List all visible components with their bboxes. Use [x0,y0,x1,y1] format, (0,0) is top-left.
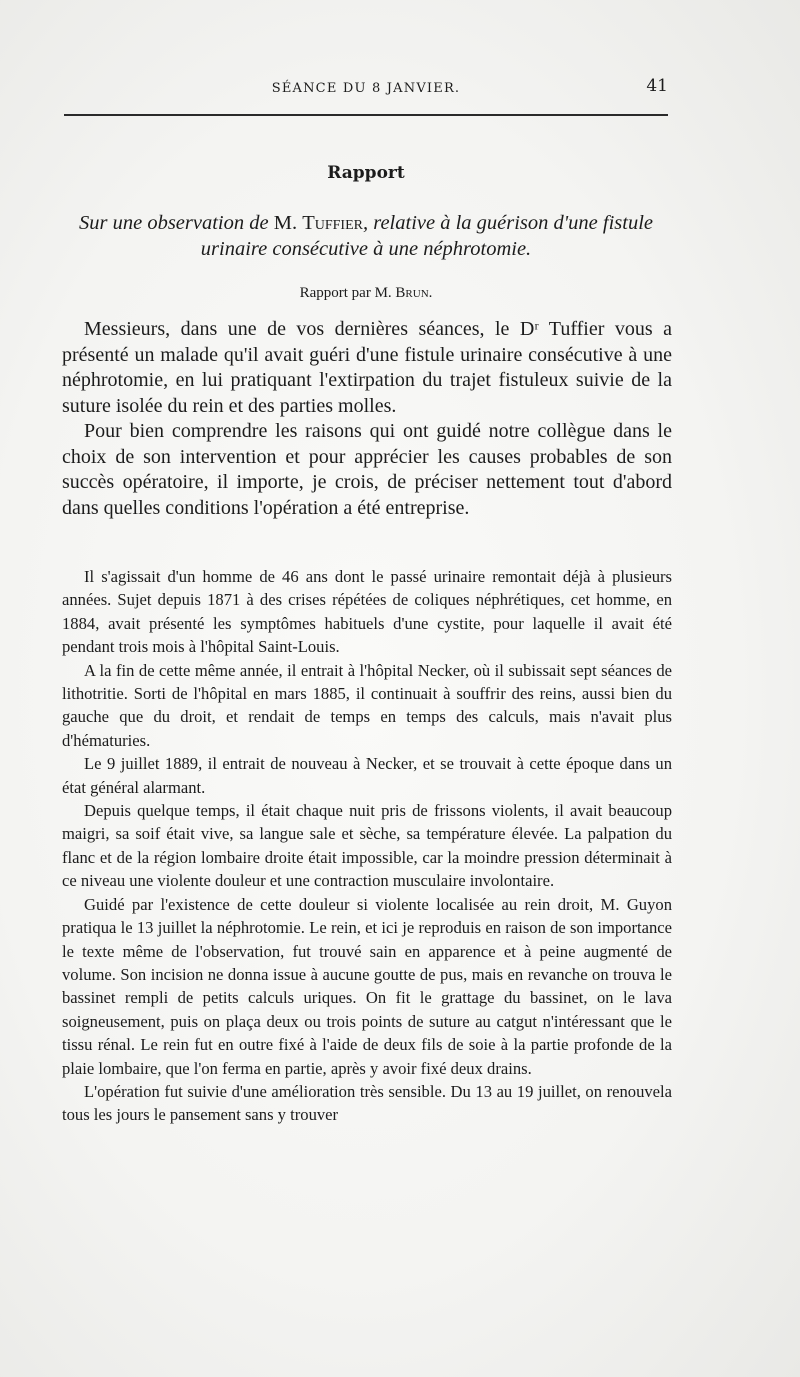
running-head [62,76,670,104]
paragraph: Pour bien comprendre les raisons qui ont guidé notre collègue dans le choix de son intervention et pour apprécier les causes probables de son succès opératoire, il importe, je crois, de préciser nettement tout d'abord dans quelles conditions l'opération a été entreprise. [62,420,672,519]
intro-text [62,317,672,521]
byline-prefix: Rapport par M. [299,285,396,301]
observation-text [62,565,672,1127]
byline-suffix: . [428,285,433,301]
byline-author: Brun [395,285,429,301]
paragraph: Le 9 juillet 1889, il entrait de nouveau à Necker, et se trouvait à cette époque dans un état général alarmant. [62,754,672,797]
header-rule [64,114,668,116]
paragraph: Messieurs, dans une de vos dernières séances, le Dʳ Tuffier vous a présenté un malade qu'il avait guéri d'une fistule urinaire consécutive à une néphrotomie, en lui pratiquant l'extirpation du trajet fistuleux suivie de la suture isolée du rein et des parties molles. [62,318,672,417]
paragraph: Guidé par l'existence de cette douleur si violente localisée au rein droit, M. Guyon pratiqua le 13 juillet la néphrotomie. Le rein, et ici je reproduis en raison de son importance le texte même de l'observation, fut trouvé sain en apparence et à peine augmenté de volume. Son incision ne donna issue à aucune goutte de pus, mais en revanche on trouva le bassinet rempli de petits calculs uriques. On fit le grattage du bassinet, on le lava soigneusement, puis on plaça deux ou trois points de suture au catgut n'intéressant que le tissu rénal. Le rein fut en outre fixé à l'aide de deux fils de soie à la partie profonde de la plaie lombaire, que l'on ferma en partie, après y avoir fixé deux drains. [62,894,672,1078]
section-title: Rapport [327,163,405,183]
byline [62,285,670,302]
paragraph: A la fin de cette même année, il entrait à l'hôpital Necker, où il subissait sept séances de lithotritie. Sorti de l'hôpital en mars 1885, il continuait à souffrir des reins, aussi bien du gauche que du droit, et rendait de temps en temps des calculs, mais n'avait plus d'hématuries. [62,660,672,750]
subtitle-text-end: , relative à la guérison d'une fistule urinaire consécutive à une néphrotomie. [200,212,653,260]
subtitle-text-start: Sur une observation de [79,212,274,234]
running-title: SÉANCE DU 8 JANVIER. [271,81,461,96]
report-subtitle [62,210,670,262]
subtitle-author-name: Tuffier [302,212,363,234]
paragraph: L'opération fut suivie d'une amélioration très sensible. Du 13 au 19 juillet, on renouvela tous les jours le pansement sans y trouver [62,1081,672,1125]
paragraph: Depuis quelque temps, il était chaque nuit pris de frissons violents, il avait beaucoup maigri, sa soif était vive, sa langue sale et sèche, sa température élevée. La palpation du flanc et de la région lombaire droite était impossible, car la moindre pression déterminait à ce niveau une violente douleur et une contraction musculaire involontaire. [62,801,672,891]
page-number: 41 [646,76,668,96]
subtitle-author-prefix: M. [273,212,303,234]
paragraph: Il s'agissait d'un homme de 46 ans dont le passé urinaire remontait déjà à plusieurs années. Sujet depuis 1871 à des crises répétées de coliques néphrétiques, cet homme, en 1884, avait présenté les symptômes habituels d'une cystite, pour laquelle il avait été pendant trois mois à l'hôpital Saint-Louis. [62,567,672,657]
